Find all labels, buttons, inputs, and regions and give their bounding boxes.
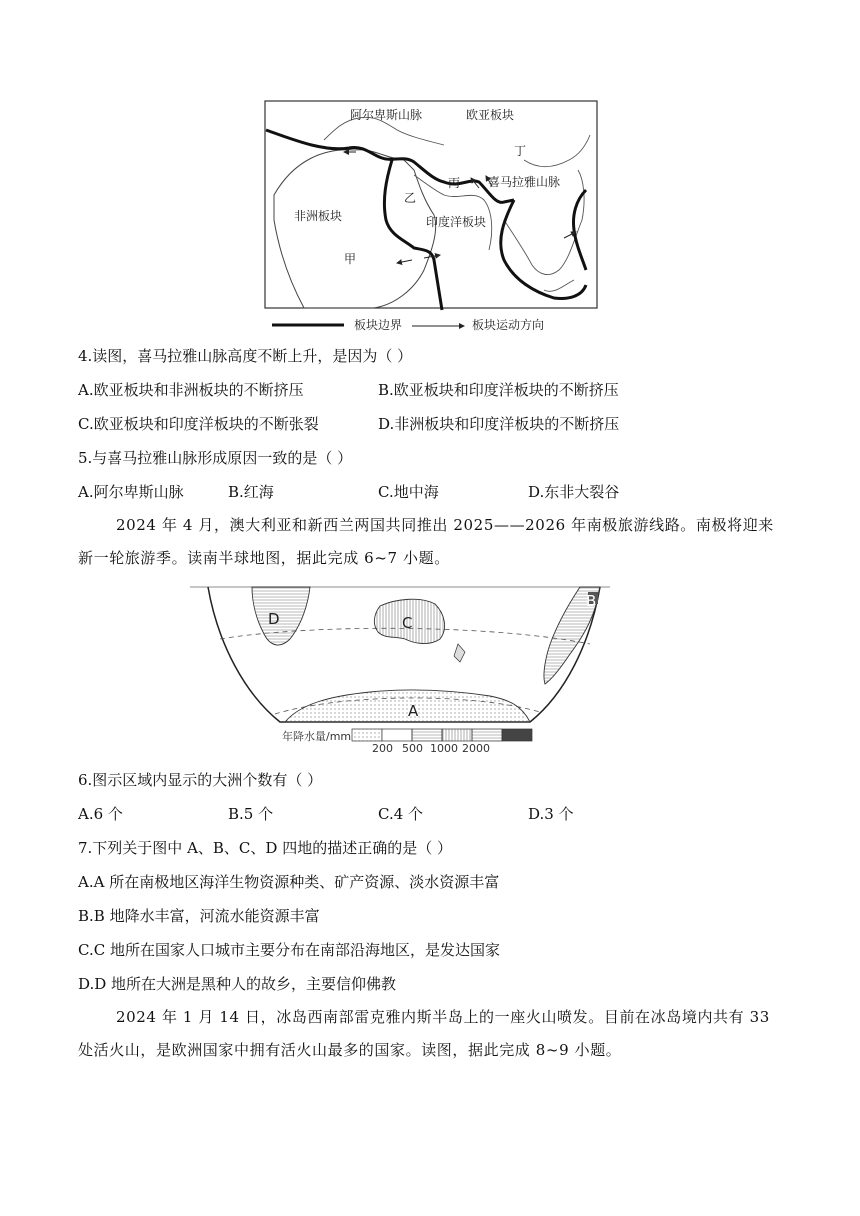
q6-option-a: A.6 个 [78, 805, 123, 823]
southern-hemisphere-map-figure [190, 584, 610, 754]
legend-tick-2000: 2000 [462, 742, 490, 754]
legend-tick-200: 200 [372, 742, 393, 754]
legend-tick-1000: 1000 [430, 742, 458, 754]
q6-stem: 6.图示区域内显示的大洲个数有（ ） [78, 771, 323, 789]
legend-direction-label: 板块运动方向 [472, 318, 545, 332]
q7-stem: 7.下列关于图中 A、B、C、D 四地的描述正确的是（ ） [78, 839, 452, 857]
plate-map-figure [264, 100, 600, 340]
label-b: B [586, 592, 597, 610]
label-eurasia-plate: 欧亚板块 [466, 108, 515, 122]
label-c: C [402, 614, 413, 632]
label-d: D [268, 610, 280, 628]
q4-stem: 4.读图，喜马拉雅山脉高度不断上升，是因为（ ） [78, 347, 413, 365]
q7-option-d: D.D 地所在大洲是黑种人的故乡，主要信仰佛教 [78, 975, 397, 993]
q7-option-a: A.A 所在南极地区海洋生物资源种类、矿产资源、淡水资源丰富 [78, 873, 500, 891]
q4-option-c: C.欧亚板块和印度洋板块的不断张裂 [78, 415, 319, 433]
context-paragraph-antarctica: 2024 年 4 月，澳大利亚和新西兰两国共同推出 2025——2026 年南极旅游线路。南极将迎来新一轮旅游季。读南半球地图，据此完成 6~7 小题。 [78, 516, 774, 567]
q5-stem: 5.与喜马拉雅山脉形成原因一致的是（ ） [78, 449, 353, 467]
label-ding: 丁 [514, 144, 527, 158]
region-africa-d [252, 587, 310, 645]
q5-option-d: D.东非大裂谷 [528, 483, 620, 501]
q5-option-b: B.红海 [228, 483, 274, 501]
context-paragraph-iceland: 2024 年 1 月 14 日，冰岛西南部雷克雅内斯半岛上的一座火山喷发。目前在冰岛境内共有 33 处活火山，是欧洲国家中拥有活火山最多的国家。读图，据此完成 8~9 小题。 [78, 1008, 770, 1059]
label-indian-plate: 印度洋板块 [426, 215, 487, 229]
q5-option-c: C.地中海 [378, 483, 439, 501]
q7-option-b: B.B 地降水丰富，河流水能资源丰富 [78, 907, 320, 925]
q4-option-b: B.欧亚板块和印度洋板块的不断挤压 [378, 381, 619, 399]
q6-option-d: D.3 个 [528, 805, 574, 823]
label-a: A [408, 702, 419, 720]
q5-option-a: A.阿尔卑斯山脉 [78, 483, 184, 501]
plate-map-frame [265, 101, 597, 308]
q4-option-d: D.非洲板块和印度洋板块的不断挤压 [378, 415, 620, 433]
q6-option-b: B.5 个 [228, 805, 274, 823]
label-africa-plate: 非洲板块 [294, 209, 343, 223]
label-bing: 丙 [448, 176, 461, 190]
label-jia: 甲 [344, 252, 357, 266]
label-alps: 阿尔卑斯山脉 [350, 108, 423, 122]
label-himalaya: 喜马拉雅山脉 [488, 175, 561, 189]
legend-tick-500: 500 [402, 742, 423, 754]
legend-precip-title: 年降水量/mm [282, 730, 352, 743]
q4-option-a: A.欧亚板块和非洲板块的不断挤压 [78, 381, 304, 399]
label-yi: 乙 [404, 191, 417, 205]
legend-boundary-label: 板块边界 [354, 318, 403, 332]
q7-option-c: C.C 地所在国家人口城市主要分布在南部沿海地区，是发达国家 [78, 941, 500, 959]
q6-option-c: C.4 个 [378, 805, 424, 823]
